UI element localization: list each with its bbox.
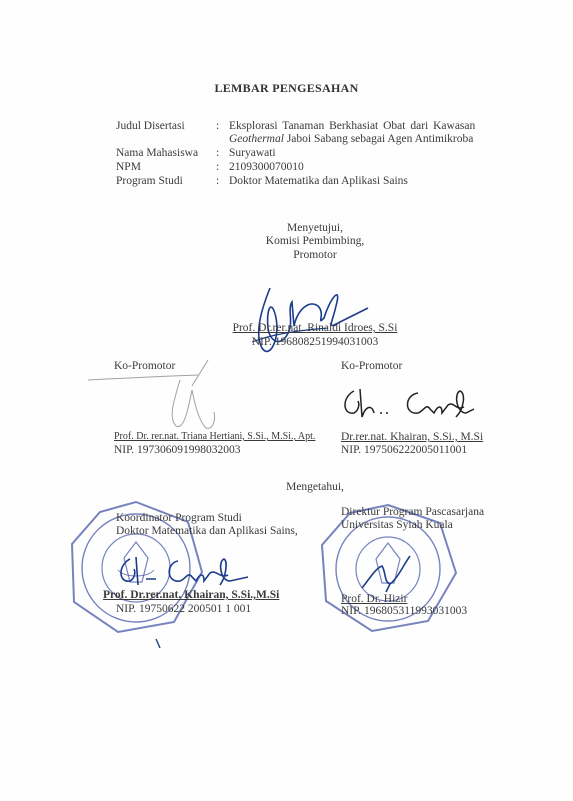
- kopromotor1-name: Prof. Dr. rer.nat. Triana Hertiani, S.Si., M.Si., Apt.: [114, 431, 316, 442]
- info-label-judul: Judul Disertasi: [116, 120, 185, 132]
- kopromotor2-signature: [338, 383, 478, 428]
- koordinator-nip: NIP. 19750622 200501 1 001: [116, 603, 252, 615]
- info-colon: :: [216, 161, 220, 173]
- page-title: LEMBAR PENGESAHAN: [214, 81, 359, 95]
- info-value-nama: Suryawati: [229, 147, 276, 159]
- italic-geothermal: Geothermal: [229, 133, 284, 145]
- info-label-npm: NPM: [116, 161, 141, 173]
- kopromotor1-nip: NIP. 197306091998032003: [114, 444, 241, 456]
- promotor-nip: NIP. 196808251994031003: [251, 336, 379, 348]
- direktur-title-1: Direktur Program Pascasarjana: [341, 506, 485, 518]
- mengetahui-text: Mengetahui,: [286, 481, 344, 493]
- info-value-judul: Eksplorasi Tanaman Berkhasiat Obat dari Kawasan: [229, 120, 476, 132]
- info-label-prodi: Program Studi: [116, 175, 183, 187]
- direktur-signature: [356, 548, 416, 598]
- koordinator-name: Prof. Dr.rer.nat. Khairan, S.Si.,M.Si: [103, 589, 280, 601]
- kopromotor2-name: Dr.rer.nat. Khairan, S.Si., M.Si: [341, 431, 484, 443]
- promotor-name: Prof. Dr.rer.nat. Rinaldi Idroes, S.Si: [232, 322, 398, 334]
- info-colon: :: [216, 175, 220, 187]
- direktur-nip: NIP. 196805311993031003: [341, 605, 468, 617]
- info-value-prodi: Doktor Matematika dan Aplikasi Sains: [229, 175, 408, 187]
- approval-line1: Menyetujui,: [287, 222, 343, 234]
- info-colon: :: [216, 120, 220, 132]
- kopromotor-label-left: Ko-Promotor: [114, 360, 176, 372]
- approval-line3: Promotor: [293, 249, 337, 261]
- info-value-npm: 2109300070010: [229, 161, 304, 173]
- koordinator-title-1: Koordinator Program Studi: [116, 512, 242, 524]
- kopromotor2-nip: NIP. 197506222005011001: [341, 444, 468, 456]
- direktur-title-2: Universitas Syiah Kuala: [341, 519, 453, 531]
- koordinator-title-2: Doktor Matematika dan Aplikasi Sains,: [116, 525, 298, 537]
- pen-mark: [154, 638, 164, 650]
- kopromotor-label-right: Ko-Promotor: [341, 360, 403, 372]
- info-label-nama: Nama Mahasiswa: [116, 147, 199, 159]
- info-value-judul-line2: [229, 133, 473, 146]
- judul-line2-rest: Jaboi Sabang sebagai Agen Antimikroba: [283, 133, 474, 145]
- direktur-name: Prof. Dr. Hizir: [341, 593, 408, 605]
- koordinator-signature: [112, 553, 252, 593]
- approval-line2: Komisi Pembimbing,: [265, 235, 365, 247]
- info-colon: :: [216, 147, 220, 159]
